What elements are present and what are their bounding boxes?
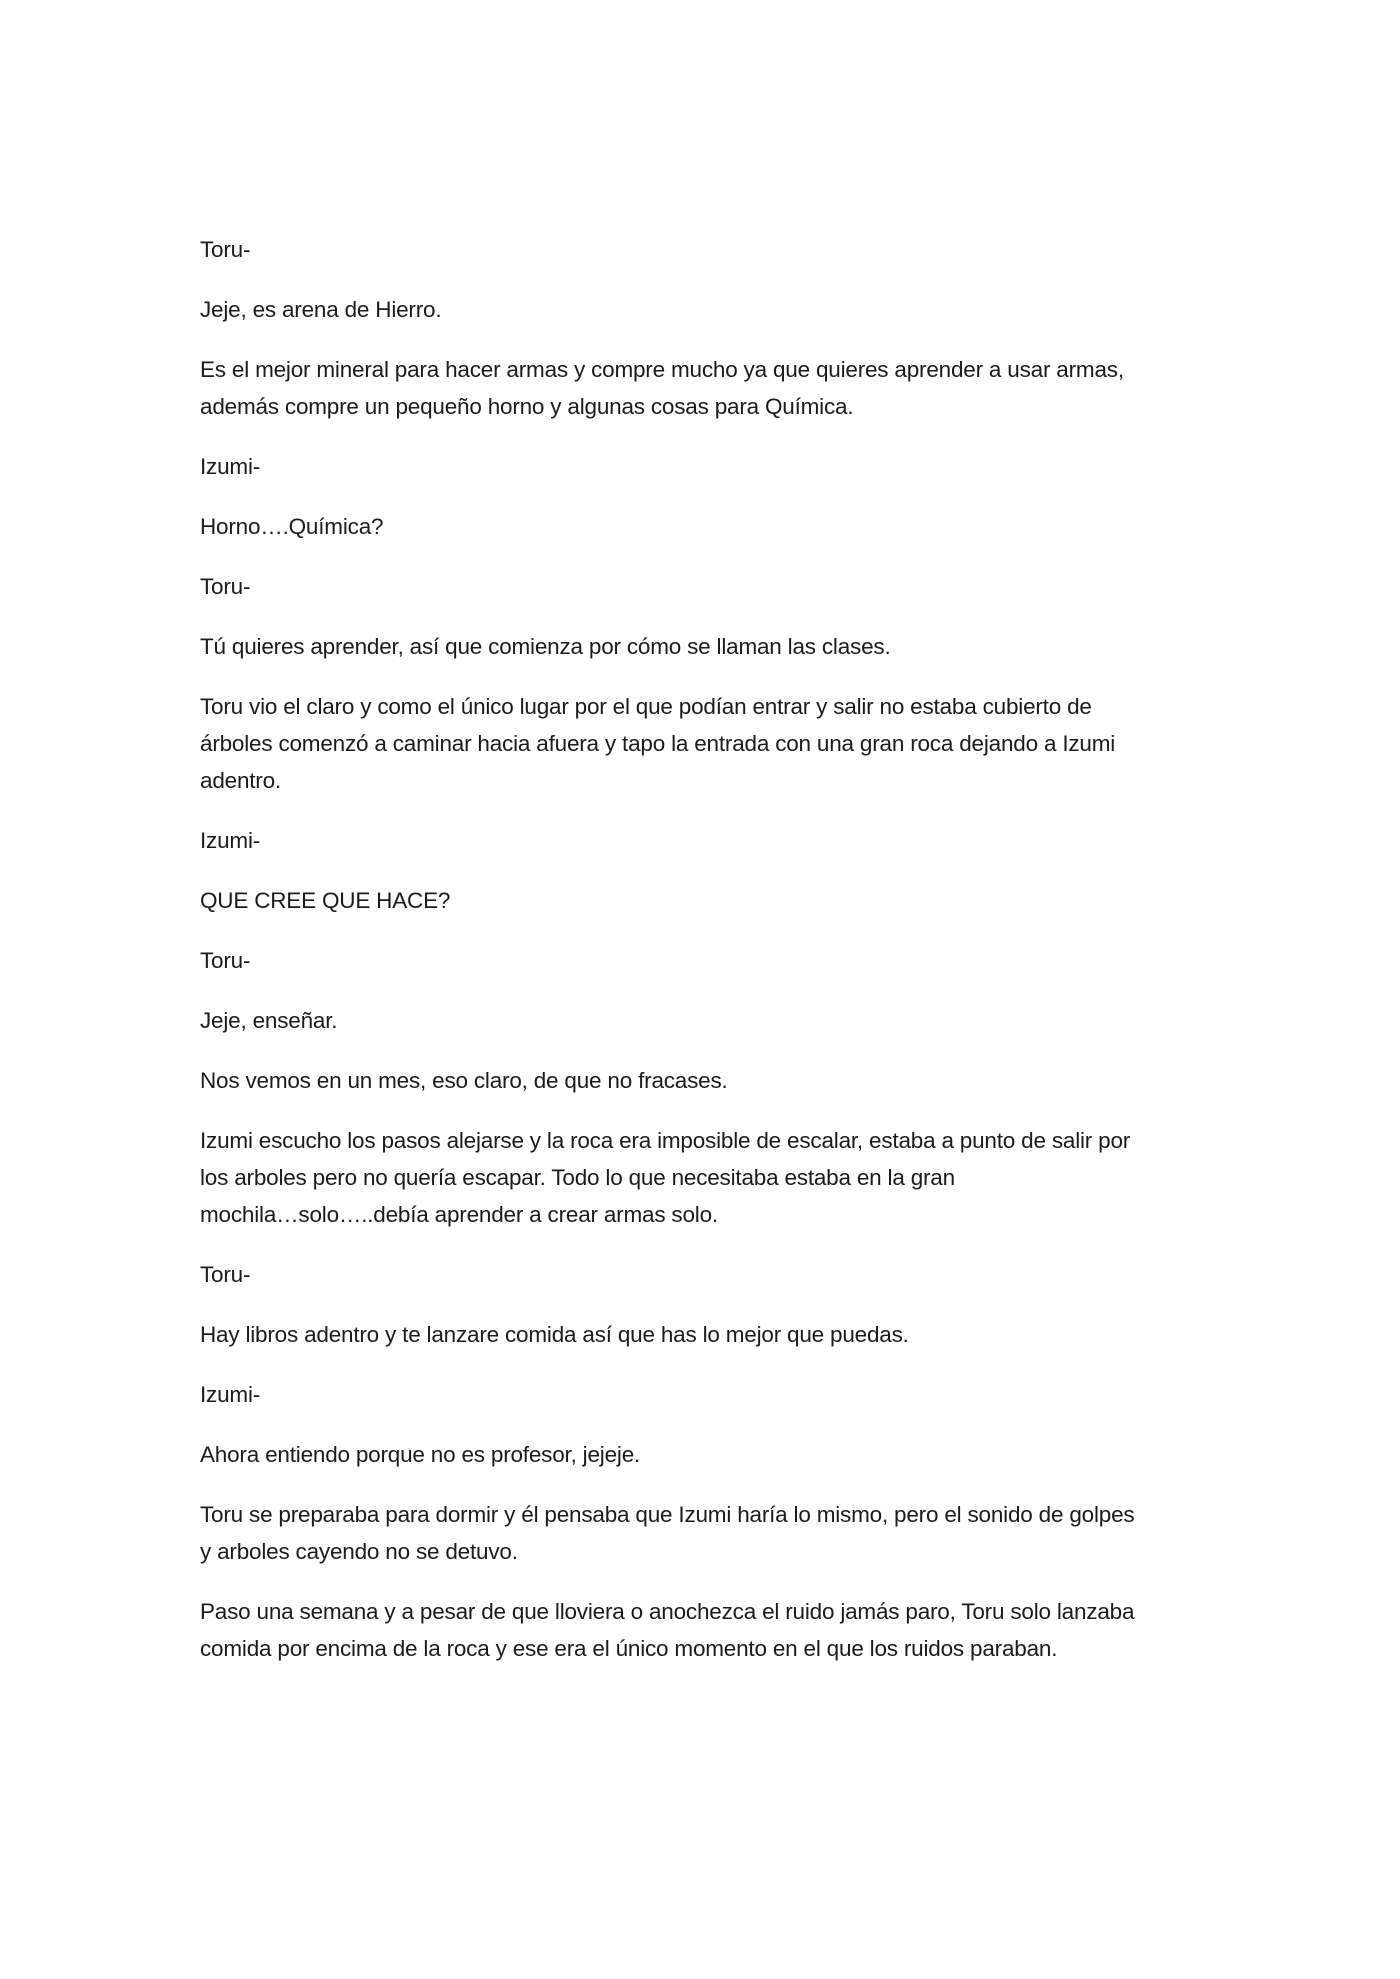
narrative-paragraph: Paso una semana y a pesar de que lloviera o anochezca el ruido jamás paro, Toru solo lanzaba comida por encima de la roca y ese era el único momento en el que los ruidos paraban. [200,1599,1135,1661]
dialogue-line: Nos vemos en un mes, eso claro, de que no fracases. [200,1068,728,1093]
dialogue-line: Hay libros adentro y te lanzare comida así que has lo mejor que puedas. [200,1322,909,1347]
dialogue-line: QUE CREE QUE HACE? [200,888,451,913]
speaker-label-izumi: Izumi- [200,828,261,853]
narrative-paragraph: Toru se preparaba para dormir y él pensaba que Izumi haría lo mismo, pero el sonido de golpes y arboles cayendo no se detuvo. [200,1502,1135,1564]
document-body [200,231,1210,1690]
dialogue-line: Jeje, enseñar. [200,1008,338,1033]
speaker-label-toru: Toru- [200,1262,251,1287]
dialogue-line: Es el mejor mineral para hacer armas y compre mucho ya que quieres aprender a usar armas, además compre un pequeño horno y algunas cosas para Química. [200,357,1124,419]
speaker-label-toru: Toru- [200,574,251,599]
dialogue-line: Horno….Química? [200,514,384,539]
speaker-label-izumi: Izumi- [200,454,261,479]
dialogue-line: Ahora entiendo porque no es profesor, jejeje. [200,1442,641,1467]
speaker-label-izumi: Izumi- [200,1382,261,1407]
dialogue-line: Tú quieres aprender, así que comienza por cómo se llaman las clases. [200,634,891,659]
speaker-label-toru: Toru- [200,948,251,973]
narrative-paragraph: Izumi escucho los pasos alejarse y la roca era imposible de escalar, estaba a punto de salir por los arboles pero no quería escapar. Todo lo que necesitaba estaba en la gran mochila…solo…..debía aprender a crear armas solo. [200,1128,1131,1227]
dialogue-line: Jeje, es arena de Hierro. [200,297,442,322]
narrative-paragraph: Toru vio el claro y como el único lugar por el que podían entrar y salir no estaba cubierto de árboles comenzó a caminar hacia afuera y tapo la entrada con una gran roca dejando a Izumi adentro. [200,694,1116,793]
speaker-label-toru: Toru- [200,237,251,262]
